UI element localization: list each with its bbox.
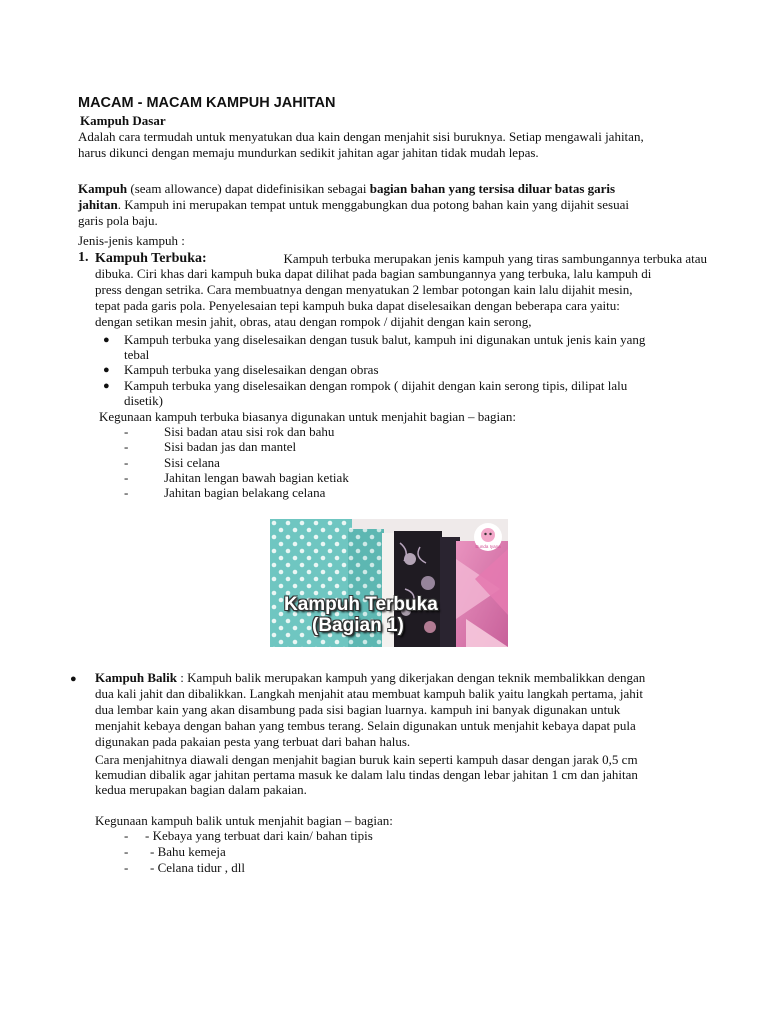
terbuka-usage-item-1: Sisi badan atau sisi rok dan bahu — [164, 424, 335, 439]
usage-dash: - — [124, 424, 129, 439]
definition-line-1 — [78, 181, 615, 196]
section-subtitle: Kampuh Dasar — [80, 113, 166, 128]
terbuka-heading: Kampuh Terbuka: — [95, 251, 207, 266]
terbuka-line-2: dibuka. Ciri khas dari kampuh buka dapat dilihat pada bagian sambungannya yang terbuka, lalu kampuh di — [95, 266, 652, 281]
terbuka-paragraph — [95, 251, 707, 330]
balik-line-2: dua kali jahit dan dibalikkan. Langkah menjahit atau membuat kampuh balik yaitu langkah pertama, jahit — [95, 686, 643, 701]
balik-line-3: dua lembar kain yang akan disambung pada sisi bagian luarnya. kampuh ini banyak digunakan untuk — [95, 702, 621, 717]
balik-first-line — [95, 670, 717, 686]
terbuka-bullet-2: Kampuh terbuka yang diselesaikan dengan obras — [124, 362, 379, 377]
bullet-icon: ● — [103, 364, 110, 376]
types-label: Jenis-jenis kampuh : — [78, 233, 185, 248]
terbuka-line-5: dengan setikan mesin jahit, obras, atau dengan rompok / dijahit dengan kain serong, — [95, 314, 532, 329]
usage-dash: - — [124, 485, 129, 500]
usage-dash: - — [124, 844, 129, 859]
usage-dash: - — [124, 828, 129, 843]
definition-rest: . Kampuh ini merupakan tempat untuk menggabungkan dua potong bahan kain yang dijahit sesuai — [117, 197, 629, 212]
terbuka-line-4: tepat pada garis pola. Penyelesaian tepi kampuh buka dapat diselesaikan dengan beberapa cara yaitu: — [95, 298, 620, 313]
intro-line-1: Adalah cara termudah untuk menyatukan dua kain dengan menjahit sisi buruknya. Setiap mengawali jahitan, — [78, 129, 644, 144]
usage-dash: - — [124, 455, 129, 470]
terbuka-line-3: press dengan setrika. Cara membuatnya dengan menyatukan 2 lembar potongan kain lalu dijahit mesin, — [95, 282, 633, 297]
balik-paragraph — [95, 670, 717, 750]
photo-caption-2: (Bagian 1) — [312, 615, 404, 636]
definition-term: Kampuh — [78, 181, 128, 196]
usage-dash: - — [124, 470, 129, 485]
terbuka-bullet-1-line-1: Kampuh terbuka yang diselesaikan dengan tusuk balut, kampuh ini digunakan untuk jenis kain yang — [124, 332, 646, 347]
balik-usage-label: Kegunaan kampuh balik untuk menjahit bagian – bagian: — [95, 813, 393, 828]
photo-caption-1: Kampuh Terbuka — [284, 594, 438, 615]
terbuka-line-1: Kampuh terbuka merupakan jenis kampuh yang tiras sambungannya terbuka atau — [283, 251, 707, 266]
terbuka-usage-item-5: Jahitan bagian belakang celana — [164, 485, 326, 500]
balik-para2-line-2: kemudian dibalik agar jahitan pertama masuk ke dalam lalu tindas dengan lebar jahitan 1 cm dan jahitan — [95, 767, 638, 782]
terbuka-bullet-1-line-2: tebal — [124, 347, 150, 362]
definition-bold-2: jahitan — [78, 197, 118, 212]
balik-usage-item-2: - Bahu kemeja — [150, 844, 226, 859]
list-number-1: 1. — [78, 250, 89, 265]
intro-line-2: harus dikunci dengan memaju mundurkan sedikit jahitan agar jahitan tidak mudah lepas. — [78, 145, 539, 160]
definition-paren: (seam allowance) dapat didefinisikan sebagai — [127, 181, 370, 196]
terbuka-usage-item-4: Jahitan lengan bawah bagian ketiak — [164, 470, 349, 485]
terbuka-usage-item-3: Sisi celana — [164, 455, 220, 470]
balik-usage-item-3: - Celana tidur , dll — [150, 860, 245, 875]
terbuka-bullet-3-line-1: Kampuh terbuka yang diselesaikan dengan rompok ( dijahit dengan kain serong tipis, dilipat lalu — [124, 378, 628, 393]
page-title: MACAM - MACAM KAMPUH JAHITAN — [78, 95, 336, 111]
balik-usage-item-1: - Kebaya yang terbuat dari kain/ bahan tipis — [145, 828, 373, 843]
balik-para2-line-3: kedua merupakan bagian dalam pakaian. — [95, 782, 307, 797]
definition-bold-1: bagian bahan yang tersisa diluar batas garis — [369, 181, 616, 196]
balik-line-1: : Kampuh balik merupakan kampuh yang dikerjakan dengan teknik membalikkan dengan — [177, 670, 646, 685]
usage-dash: - — [124, 439, 129, 454]
balik-line-4: menjahit kebaya dengan bahan yang tembus terang. Selain digunakan untuk menjahit kebaya dapat pula — [95, 718, 636, 733]
terbuka-usage-item-2: Sisi badan jas dan mantel — [164, 439, 297, 454]
bullet-icon: ● — [70, 673, 77, 685]
balik-para2-line-1: Cara menjahitnya diawali dengan menjahit bagian buruk kain seperti kampuh dasar dengan jarak 0,5 cm — [95, 752, 638, 767]
fabric-seam-photo — [270, 519, 508, 647]
usage-dash: - — [124, 860, 129, 875]
terbuka-first-line — [95, 251, 707, 266]
balik-line-5: digunakan pada pakaian pesta yang terbuat dari bahan halus. — [95, 734, 411, 749]
balik-heading: Kampuh Balik — [95, 670, 178, 685]
bullet-icon: ● — [103, 380, 110, 392]
terbuka-bullet-3-line-2: disetik) — [124, 393, 163, 408]
bullet-icon: ● — [103, 334, 110, 346]
photo-badge-text: Bunda Iyana — [475, 544, 501, 549]
definition-line-3: garis pola baju. — [78, 213, 158, 228]
terbuka-usage-label: Kegunaan kampuh terbuka biasanya digunakan untuk menjahit bagian – bagian: — [99, 409, 516, 424]
definition-line-2 — [78, 197, 629, 212]
